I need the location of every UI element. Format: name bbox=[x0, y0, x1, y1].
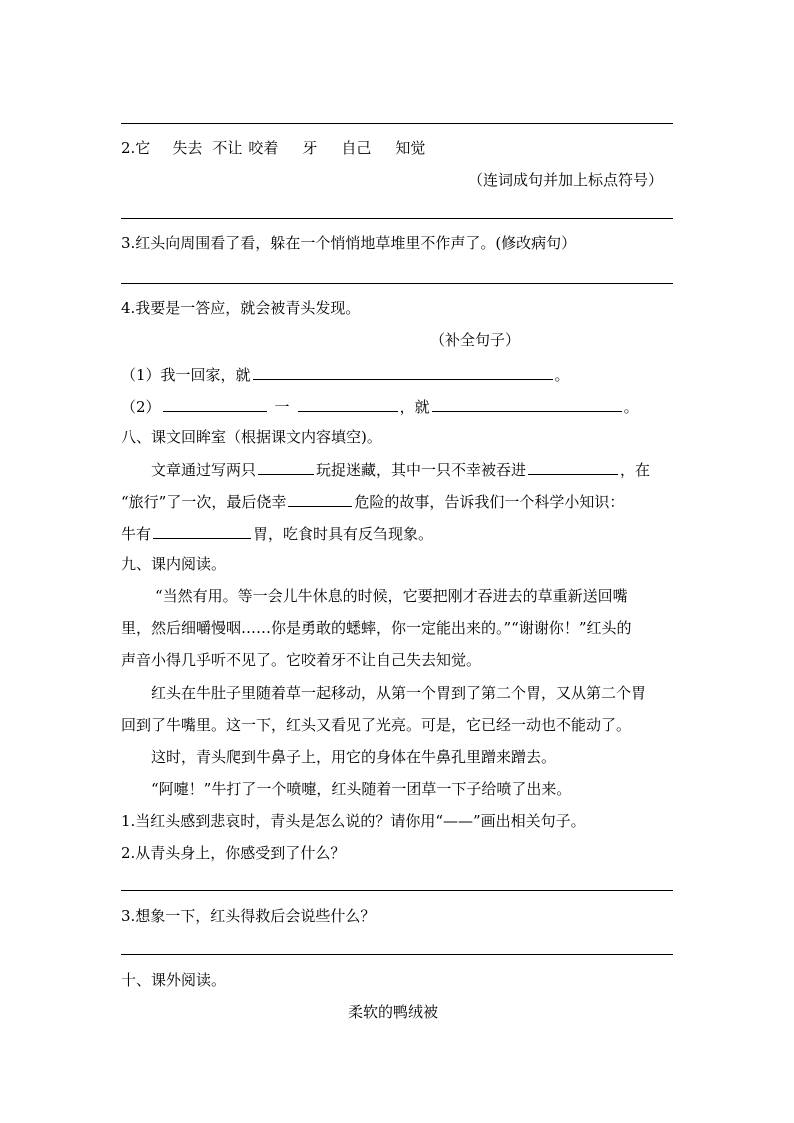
q4-item-2-mid: ，就 bbox=[399, 398, 430, 416]
sec8-text: 牛有 bbox=[121, 525, 152, 543]
fill-blank[interactable] bbox=[432, 395, 622, 412]
sec8-line-1 bbox=[151, 458, 650, 480]
q4-item-2-prefix: （2） bbox=[121, 398, 161, 416]
q4-item-1-prefix: （1）我一回家，就 bbox=[121, 366, 251, 384]
q2-words bbox=[121, 138, 425, 158]
sec8-line-2 bbox=[121, 490, 624, 512]
q2-word: 牙 bbox=[302, 139, 318, 157]
sec8-line-3 bbox=[121, 522, 433, 544]
q4-item-2-dash: 一 bbox=[274, 398, 290, 416]
sec8-text: 胃，吃食时具有反刍现象。 bbox=[253, 525, 434, 543]
q4-item-1 bbox=[121, 363, 570, 385]
q4-item-1-suffix: 。 bbox=[554, 366, 570, 384]
passage-line: 红头在牛肚子里随着草一起移动，从第一个胃到了第二个胃，又从第二个胃 bbox=[151, 684, 647, 702]
fill-blank[interactable] bbox=[288, 490, 352, 507]
answer-line-4 bbox=[121, 890, 673, 891]
fill-blank[interactable] bbox=[258, 458, 314, 475]
q2-instruction: （连词成句并加上标点符号） bbox=[468, 171, 664, 189]
q4-item-2 bbox=[121, 395, 639, 417]
q4-item-2-suffix: 。 bbox=[623, 398, 639, 416]
passage-line: 声音小得几乎听不见了。它咬着牙不让自己失去知觉。 bbox=[121, 651, 482, 669]
sec9-question-2: 2.从青头身上，你感受到了什么？ bbox=[121, 844, 346, 862]
answer-line-1 bbox=[121, 123, 673, 124]
passage-line: 里，然后细嚼慢咽……你是勇敢的蟋蟀，你一定能出来的。”“谢谢你！”红头的 bbox=[121, 619, 632, 637]
q2-word: 自己 bbox=[341, 139, 372, 157]
passage-line: 回到了牛嘴里。这一下，红头又看见了光亮。可是，它已经一动也不能动了。 bbox=[121, 716, 632, 734]
sec8-text: 危险的故事，告诉我们一个科学小知识： bbox=[354, 493, 625, 511]
fill-blank[interactable] bbox=[298, 395, 398, 412]
q4-instruction: （补全句子） bbox=[430, 331, 521, 349]
fill-blank[interactable] bbox=[253, 363, 553, 380]
fill-blank[interactable] bbox=[528, 458, 618, 475]
answer-line-3 bbox=[121, 283, 673, 284]
section-10-heading: 十、课外阅读。 bbox=[121, 971, 227, 989]
passage-line: 这时，青头爬到牛鼻子上，用它的身体在牛鼻孔里蹭来蹭去。 bbox=[151, 748, 557, 766]
section-8-heading: 八、课文回眸室（根据课文内容填空)。 bbox=[121, 428, 382, 446]
sec8-text: “旅行”了一次，最后侥幸 bbox=[121, 493, 287, 511]
sec8-text: 玩捉迷藏，其中一只不幸被吞进 bbox=[316, 461, 527, 479]
sec9-question-3: 3.想象一下，红头得救后会说些什么？ bbox=[121, 907, 376, 925]
q2-word: 不让 bbox=[212, 139, 243, 157]
sec9-question-1: 1.当红头感到悲哀时，青头是怎么说的？请你用“——”画出相关句子。 bbox=[121, 812, 586, 830]
section-9-heading: 九、课内阅读。 bbox=[121, 555, 227, 573]
q4-text: 4.我要是一答应，就会被青头发现。 bbox=[121, 299, 361, 317]
q2-label: 2.它 bbox=[121, 139, 151, 157]
fill-blank[interactable] bbox=[153, 522, 251, 539]
q2-word: 知觉 bbox=[395, 139, 426, 157]
sec8-text: 文章通过写两只 bbox=[151, 461, 257, 479]
fill-blank[interactable] bbox=[163, 395, 267, 412]
answer-line-2 bbox=[121, 218, 673, 219]
passage-line: “当然有用。等一会儿牛休息的时候，它要把刚才吞进去的草重新送回嘴 bbox=[155, 587, 628, 605]
answer-line-5 bbox=[121, 954, 673, 955]
reading-title: 柔软的鸭绒被 bbox=[348, 1003, 439, 1021]
passage-line: “阿嚏！”牛打了一个喷嚏，红头随着一团草一下子给喷了出来。 bbox=[151, 780, 572, 798]
q3-text: 3.红头向周围看了看，躲在一个悄悄地草堆里不作声了。(修改病句） bbox=[121, 234, 577, 252]
sec8-text: ，在 bbox=[620, 461, 651, 479]
q2-word: 失去 bbox=[172, 139, 203, 157]
q2-word: 咬着 bbox=[248, 139, 279, 157]
